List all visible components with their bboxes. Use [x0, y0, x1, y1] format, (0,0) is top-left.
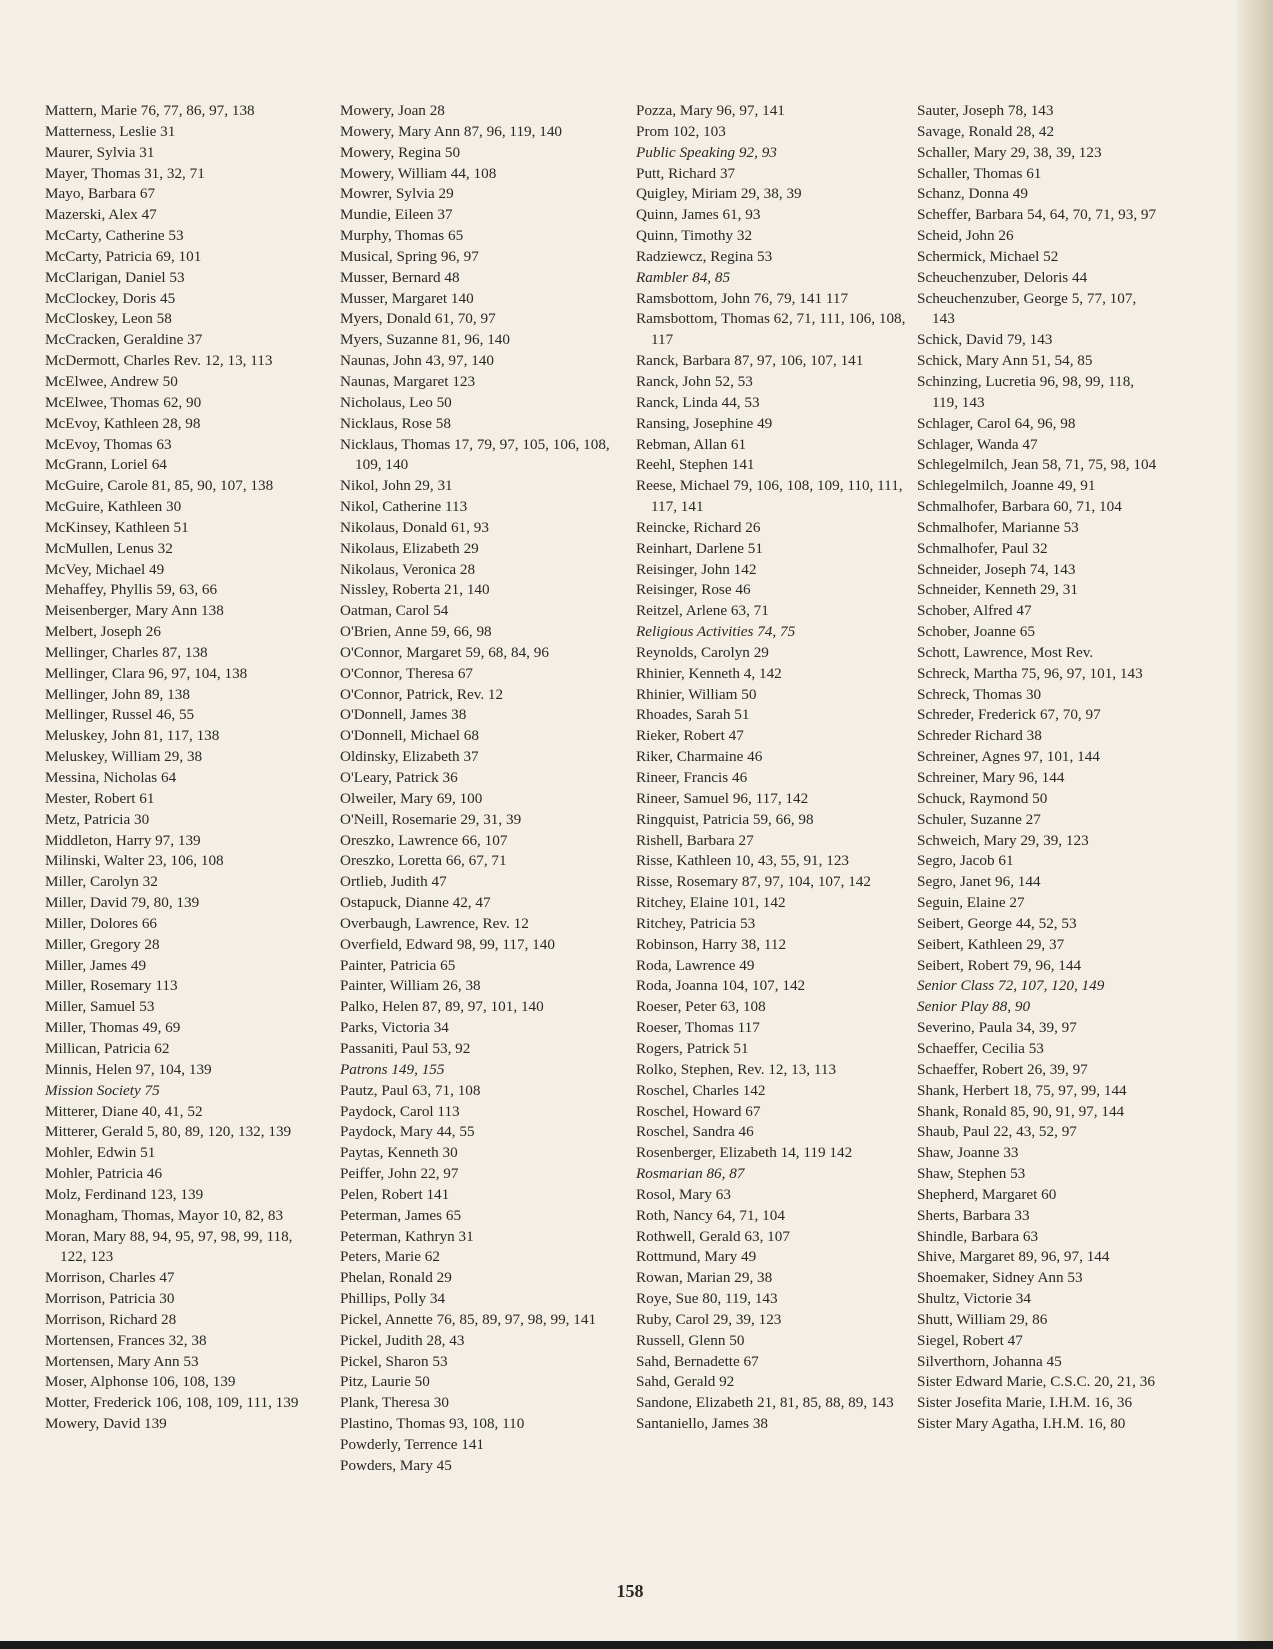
- index-entry: Sister Edward Marie, C.S.C. 20, 21, 36: [917, 1373, 1155, 1391]
- index-column-1: [45, 101, 315, 1435]
- index-entry: Riker, Charmaine 46: [636, 748, 763, 766]
- index-entry: O'Neill, Rosemarie 29, 31, 39: [340, 810, 522, 828]
- index-entry: Myers, Suzanne 81, 96, 140: [340, 331, 510, 349]
- index-entry: Ritchey, Elaine 101, 142: [636, 894, 786, 912]
- index-entry: Sister Josefita Marie, I.H.M. 16, 36: [917, 1394, 1133, 1412]
- index-entry: Mazerski, Alex 47: [45, 206, 157, 224]
- index-entry: Roeser, Peter 63, 108: [636, 998, 766, 1016]
- index-entry: Schmalhofer, Marianne 53: [917, 518, 1079, 536]
- index-entry: Rhinier, Kenneth 4, 142: [636, 664, 782, 682]
- index-entry: Segro, Jacob 61: [917, 852, 1014, 870]
- index-entry: Senior Play 88, 90: [917, 998, 1031, 1016]
- index-entry: Schlegelmilch, Jean 58, 71, 75, 98, 104: [917, 456, 1157, 474]
- index-entry: Mayer, Thomas 31, 32, 71: [45, 164, 205, 182]
- index-entry: Schreck, Martha 75, 96, 97, 101, 143: [917, 664, 1143, 682]
- index-entry: O'Connor, Margaret 59, 68, 84, 96: [340, 643, 549, 661]
- index-entry: McGrann, Loriel 64: [45, 456, 167, 474]
- index-entry: Overfield, Edward 98, 99, 117, 140: [340, 935, 555, 953]
- index-entry: Mowery, Regina 50: [340, 143, 461, 161]
- index-entry: O'Connor, Theresa 67: [340, 664, 474, 682]
- index-entry: Phillips, Polly 34: [340, 1290, 446, 1308]
- index-entry: Schuck, Raymond 50: [917, 789, 1048, 807]
- index-entry: Reese, Michael 79, 106, 108, 109, 110, 111, 117, 141: [636, 477, 903, 516]
- index-entry: Roth, Nancy 64, 71, 104: [636, 1206, 785, 1224]
- index-entry: Mowery, David 139: [45, 1415, 167, 1433]
- index-entry: Mohler, Patricia 46: [45, 1165, 163, 1183]
- index-entry: Motter, Frederick 106, 108, 109, 111, 139: [45, 1394, 299, 1412]
- index-entry: Nikolaus, Elizabeth 29: [340, 539, 479, 557]
- index-entry: Ostapuck, Dianne 42, 47: [340, 894, 491, 912]
- index-entry: Paytas, Kenneth 30: [340, 1144, 458, 1162]
- index-entry: Ransing, Josephine 49: [636, 414, 773, 432]
- index-entry: Pickel, Judith 28, 43: [340, 1331, 465, 1349]
- index-entry: Pautz, Paul 63, 71, 108: [340, 1081, 481, 1099]
- index-entry: Millican, Patricia 62: [45, 1039, 170, 1057]
- index-entry: Reinhart, Darlene 51: [636, 539, 763, 557]
- index-entry: Shaub, Paul 22, 43, 52, 97: [917, 1123, 1077, 1141]
- index-entry: Miller, Thomas 49, 69: [45, 1019, 181, 1037]
- index-entry: Schott, Lawrence, Most Rev.: [917, 643, 1094, 661]
- index-entry: Shive, Margaret 89, 96, 97, 144: [917, 1248, 1110, 1266]
- index-entry: Nicklaus, Rose 58: [340, 414, 451, 432]
- index-entry: Savage, Ronald 28, 42: [917, 122, 1055, 140]
- index-entry: Sahd, Bernadette 67: [636, 1352, 759, 1370]
- index-entry: Scheid, John 26: [917, 227, 1014, 245]
- index-entry: Peterman, Kathryn 31: [340, 1227, 474, 1245]
- index-entry: Meluskey, William 29, 38: [45, 748, 203, 766]
- index-entry: Schlager, Carol 64, 96, 98: [917, 414, 1076, 432]
- index-entry: Mission Society 75: [45, 1081, 160, 1099]
- index-entry: Middleton, Harry 97, 139: [45, 831, 201, 849]
- index-entry: Miller, Rosemary 113: [45, 977, 178, 995]
- index-entry: Shank, Ronald 85, 90, 91, 97, 144: [917, 1102, 1125, 1120]
- index-entry: Mortensen, Frances 32, 38: [45, 1331, 207, 1349]
- index-entry: McEvoy, Kathleen 28, 98: [45, 414, 201, 432]
- index-entry: Schreiner, Mary 96, 144: [917, 769, 1065, 786]
- index-entry: Severino, Paula 34, 39, 97: [917, 1019, 1077, 1037]
- index-entry: Roda, Lawrence 49: [636, 956, 755, 974]
- index-entry: McCarty, Catherine 53: [45, 227, 184, 245]
- index-entry: Rolko, Stephen, Rev. 12, 13, 113: [636, 1060, 837, 1078]
- index-entry: McClarigan, Daniel 53: [45, 268, 185, 286]
- index-entry: Maurer, Sylvia 31: [45, 143, 155, 161]
- index-entry: Moran, Mary 88, 94, 95, 97, 98, 99, 118, 122, 123: [45, 1227, 293, 1266]
- index-entry: Palko, Helen 87, 89, 97, 101, 140: [340, 998, 544, 1016]
- index-entry: Sahd, Gerald 92: [636, 1373, 735, 1391]
- index-entry: Pitz, Laurie 50: [340, 1373, 430, 1391]
- index-entry: Schick, Mary Ann 51, 54, 85: [917, 352, 1093, 370]
- index-entry: O'Brien, Anne 59, 66, 98: [340, 623, 492, 641]
- index-entry: Ranck, Barbara 87, 97, 106, 107, 141: [636, 352, 864, 370]
- index-entry: Senior Class 72, 107, 120, 149: [917, 977, 1105, 995]
- index-entry: Sister Mary Agatha, I.H.M. 16, 80: [917, 1415, 1126, 1433]
- index-entry: Rishell, Barbara 27: [636, 831, 754, 849]
- index-entry: Murphy, Thomas 65: [340, 227, 464, 245]
- index-entry: Sandone, Elizabeth 21, 81, 85, 88, 89, 143: [636, 1394, 894, 1412]
- index-entry: Seibert, Kathleen 29, 37: [917, 935, 1065, 953]
- index-entry: Schreiner, Agnes 97, 101, 144: [917, 748, 1100, 766]
- index-entry: Shindle, Barbara 63: [917, 1227, 1039, 1245]
- index-entry: Silverthorn, Johanna 45: [917, 1352, 1062, 1370]
- index-entry: Mellinger, John 89, 138: [45, 685, 190, 703]
- index-entry: Miller, James 49: [45, 956, 147, 974]
- index-entry: McDermott, Charles Rev. 12, 13, 113: [45, 352, 273, 370]
- index-entry: Rosenberger, Elizabeth 14, 119 142: [636, 1144, 853, 1162]
- index-column-3: [636, 101, 916, 1435]
- index-entry: Reynolds, Carolyn 29: [636, 643, 769, 661]
- index-entry: Powderly, Terrence 141: [340, 1436, 485, 1453]
- index-entry: Ramsbottom, John 76, 79, 141 117: [636, 289, 849, 307]
- index-entry: Reisinger, Rose 46: [636, 581, 751, 599]
- index-entry: Santaniello, James 38: [636, 1415, 769, 1433]
- index-entry: Ritchey, Patricia 53: [636, 914, 756, 932]
- index-entry: Rosmarian 86, 87: [636, 1165, 745, 1183]
- index-entry: Ranck, John 52, 53: [636, 372, 753, 390]
- index-entry: Rebman, Allan 61: [636, 435, 747, 453]
- index-entry: Nissley, Roberta 21, 140: [340, 581, 490, 599]
- index-entry: Morrison, Charles 47: [45, 1269, 175, 1287]
- index-entry: Nikolaus, Veronica 28: [340, 560, 476, 578]
- index-entry: McKinsey, Kathleen 51: [45, 518, 189, 536]
- index-entry: Schermick, Michael 52: [917, 247, 1059, 265]
- index-entry: Rowan, Marian 29, 38: [636, 1269, 773, 1287]
- index-entry: Oldinsky, Elizabeth 37: [340, 748, 479, 766]
- index-entry: Mayo, Barbara 67: [45, 185, 156, 203]
- index-entry: Painter, William 26, 38: [340, 977, 481, 995]
- index-entry: Pelen, Robert 141: [340, 1185, 450, 1203]
- index-entry: Nicklaus, Thomas 17, 79, 97, 105, 106, 108, 109, 140: [340, 435, 610, 474]
- index-entry: Mellinger, Russel 46, 55: [45, 706, 195, 724]
- index-entry: Musser, Bernard 48: [340, 268, 460, 286]
- index-entry: Mowery, Mary Ann 87, 96, 119, 140: [340, 122, 563, 140]
- index-entry: Ruby, Carol 29, 39, 123: [636, 1310, 782, 1328]
- index-entry: Schaller, Thomas 61: [917, 164, 1042, 182]
- index-entry: O'Leary, Patrick 36: [340, 769, 458, 786]
- index-entry: Scheffer, Barbara 54, 64, 70, 71, 93, 97: [917, 206, 1157, 224]
- index-entry: Shoemaker, Sidney Ann 53: [917, 1269, 1083, 1287]
- index-entry: Shultz, Victorie 34: [917, 1290, 1031, 1308]
- index-entry: Rogers, Patrick 51: [636, 1039, 749, 1057]
- index-entry: Rieker, Robert 47: [636, 727, 744, 745]
- index-entry: McElwee, Andrew 50: [45, 372, 178, 390]
- index-entry: Myers, Donald 61, 70, 97: [340, 310, 496, 328]
- index-entry: Mortensen, Mary Ann 53: [45, 1352, 199, 1370]
- index-entry: Ortlieb, Judith 47: [340, 873, 447, 891]
- index-entry: Miller, Dolores 66: [45, 914, 158, 932]
- index-entry: Schick, David 79, 143: [917, 331, 1053, 349]
- index-entry: Schneider, Joseph 74, 143: [917, 560, 1076, 578]
- index-entry: Ringquist, Patricia 59, 66, 98: [636, 810, 814, 828]
- index-entry: Rhoades, Sarah 51: [636, 706, 750, 724]
- index-entry: Rambler 84, 85: [636, 268, 731, 286]
- index-entry: Schober, Joanne 65: [917, 623, 1035, 641]
- index-entry: Phelan, Ronald 29: [340, 1269, 452, 1287]
- index-entry: Shepherd, Margaret 60: [917, 1185, 1057, 1203]
- index-entry: Nikol, Catherine 113: [340, 498, 468, 516]
- index-entry: Mitterer, Gerald 5, 80, 89, 120, 132, 139: [45, 1123, 292, 1141]
- index-entry: Schreder Richard 38: [917, 727, 1042, 745]
- index-entry: Rosol, Mary 63: [636, 1185, 731, 1203]
- index-entry: Moser, Alphonse 106, 108, 139: [45, 1373, 236, 1391]
- index-entry: Schneider, Kenneth 29, 31: [917, 581, 1078, 599]
- index-entry: Quinn, James 61, 93: [636, 206, 761, 224]
- index-entry: Peters, Marie 62: [340, 1248, 440, 1266]
- index-entry: Putt, Richard 37: [636, 164, 736, 182]
- index-entry: Pickel, Annette 76, 85, 89, 97, 98, 99, 141: [340, 1310, 597, 1328]
- index-entry: Seibert, George 44, 52, 53: [917, 914, 1077, 932]
- index-entry: Monagham, Thomas, Mayor 10, 82, 83: [45, 1206, 284, 1224]
- index-entry: McGuire, Kathleen 30: [45, 498, 182, 516]
- index-entry: Risse, Kathleen 10, 43, 55, 91, 123: [636, 852, 850, 870]
- index-entry: Schmalhofer, Paul 32: [917, 539, 1048, 557]
- index-entry: Pickel, Sharon 53: [340, 1352, 448, 1370]
- index-entry: Minnis, Helen 97, 104, 139: [45, 1060, 212, 1078]
- index-entry: Schinzing, Lucretia 96, 98, 99, 118, 119, 143: [917, 372, 1135, 411]
- index-entry: Meisenberger, Mary Ann 138: [45, 602, 224, 620]
- index-entry: Powders, Mary 45: [340, 1456, 452, 1474]
- index-entry: Naunas, Margaret 123: [340, 372, 476, 390]
- index-entry: Shaw, Stephen 53: [917, 1165, 1026, 1183]
- index-entry: Patrons 149, 155: [340, 1060, 445, 1078]
- index-entry: Schlegelmilch, Joanne 49, 91: [917, 477, 1096, 495]
- index-entry: Overbaugh, Lawrence, Rev. 12: [340, 914, 529, 932]
- index-entry: Mundie, Eileen 37: [340, 206, 453, 224]
- index-entry: Scheuchenzuber, George 5, 77, 107, 143: [917, 289, 1137, 328]
- index-entry: Public Speaking 92, 93: [636, 143, 777, 161]
- index-entry: Peterman, James 65: [340, 1206, 462, 1224]
- index-entry: Plank, Theresa 30: [340, 1394, 449, 1412]
- index-entry: Paydock, Mary 44, 55: [340, 1123, 475, 1141]
- index-entry: Roschel, Charles 142: [636, 1081, 766, 1099]
- index-entry: McMullen, Lenus 32: [45, 539, 173, 557]
- index-entry: Mellinger, Charles 87, 138: [45, 643, 208, 661]
- index-entry: Oreszko, Lawrence 66, 107: [340, 831, 508, 849]
- index-entry: Pozza, Mary 96, 97, 141: [636, 102, 785, 119]
- index-entry: Painter, Patricia 65: [340, 956, 456, 974]
- index-entry: McElwee, Thomas 62, 90: [45, 393, 202, 411]
- index-entry: Rineer, Samuel 96, 117, 142: [636, 789, 809, 807]
- index-entry: Reincke, Richard 26: [636, 518, 761, 536]
- index-entry: Schuler, Suzanne 27: [917, 810, 1041, 828]
- index-entry: McEvoy, Thomas 63: [45, 435, 172, 453]
- index-entry: Ramsbottom, Thomas 62, 71, 111, 106, 108, 117: [636, 310, 906, 349]
- index-entry: Religious Activities 74, 75: [636, 623, 796, 641]
- index-entry: Mester, Robert 61: [45, 789, 155, 807]
- page-number: 158: [616, 1581, 644, 1601]
- index-entry: Morrison, Patricia 30: [45, 1290, 175, 1308]
- index-entry: Parks, Victoria 34: [340, 1019, 449, 1037]
- index-entry: O'Donnell, James 38: [340, 706, 467, 724]
- index-entry: Mohler, Edwin 51: [45, 1144, 156, 1162]
- index-entry: Mowery, William 44, 108: [340, 164, 497, 182]
- index-entry: Mattern, Marie 76, 77, 86, 97, 138: [45, 102, 255, 119]
- index-entry: Seibert, Robert 79, 96, 144: [917, 956, 1082, 974]
- index-entry: Naunas, John 43, 97, 140: [340, 352, 494, 370]
- index-entry: Passaniti, Paul 53, 92: [340, 1039, 471, 1057]
- index-entry: McCloskey, Leon 58: [45, 310, 172, 328]
- index-entry: Nicholaus, Leo 50: [340, 393, 452, 411]
- index-entry: Musical, Spring 96, 97: [340, 247, 479, 265]
- index-entry: Metz, Patricia 30: [45, 810, 150, 828]
- index-entry: Rineer, Francis 46: [636, 769, 748, 786]
- index-entry: Mehaffey, Phyllis 59, 63, 66: [45, 581, 218, 599]
- index-entry: Schaeffer, Robert 26, 39, 97: [917, 1060, 1088, 1078]
- index-entry: Prom 102, 103: [636, 122, 726, 140]
- index-entry: Mellinger, Clara 96, 97, 104, 138: [45, 664, 248, 682]
- index-entry: Paydock, Carol 113: [340, 1102, 460, 1120]
- scan-bottom-edge: [0, 1641, 1273, 1649]
- index-entry: Matterness, Leslie 31: [45, 122, 176, 140]
- index-entry: Roschel, Howard 67: [636, 1102, 761, 1120]
- index-entry: McCarty, Patricia 69, 101: [45, 247, 202, 265]
- index-entry: Oatman, Carol 54: [340, 602, 449, 620]
- index-entry: Roda, Joanna 104, 107, 142: [636, 977, 806, 995]
- index-entry: Rhinier, William 50: [636, 685, 757, 703]
- index-entry: Segro, Janet 96, 144: [917, 873, 1041, 891]
- index-entry: Schober, Alfred 47: [917, 602, 1032, 620]
- index-entry: Roschel, Sandra 46: [636, 1123, 754, 1141]
- index-entry: Meluskey, John 81, 117, 138: [45, 727, 220, 745]
- index-entry: Robinson, Harry 38, 112: [636, 935, 787, 953]
- index-entry: Miller, Samuel 53: [45, 998, 155, 1016]
- index-entry: Sauter, Joseph 78, 143: [917, 102, 1054, 119]
- index-entry: O'Donnell, Michael 68: [340, 727, 479, 745]
- index-entry: Shank, Herbert 18, 75, 97, 99, 144: [917, 1081, 1127, 1099]
- index-entry: Molz, Ferdinand 123, 139: [45, 1185, 204, 1203]
- index-entry: Miller, David 79, 80, 139: [45, 894, 200, 912]
- index-entry: Shutt, William 29, 86: [917, 1310, 1048, 1328]
- index-entry: Nikol, John 29, 31: [340, 477, 453, 495]
- index-entry: Milinski, Walter 23, 106, 108: [45, 852, 224, 870]
- index-entry: Quigley, Miriam 29, 38, 39: [636, 185, 802, 203]
- index-entry: Quinn, Timothy 32: [636, 227, 753, 245]
- index-entry: Reisinger, John 142: [636, 560, 757, 578]
- index-entry: Musser, Margaret 140: [340, 289, 474, 307]
- index-entry: Oreszko, Loretta 66, 67, 71: [340, 852, 507, 870]
- index-entry: Schlager, Wanda 47: [917, 435, 1038, 453]
- index-entry: Siegel, Robert 47: [917, 1331, 1023, 1349]
- index-entry: Schanz, Donna 49: [917, 185, 1028, 203]
- index-entry: Schreder, Frederick 67, 70, 97: [917, 706, 1101, 724]
- index-entry: Risse, Rosemary 87, 97, 104, 107, 142: [636, 873, 871, 891]
- index-entry: Shaw, Joanne 33: [917, 1144, 1019, 1162]
- page-edge-shadow: [1237, 0, 1273, 1649]
- index-entry: McCracken, Geraldine 37: [45, 331, 203, 349]
- index-entry: Roye, Sue 80, 119, 143: [636, 1290, 778, 1308]
- index-entry: Melbert, Joseph 26: [45, 623, 161, 641]
- index-entry: Russell, Glenn 50: [636, 1331, 745, 1349]
- index-entry: Schaller, Mary 29, 38, 39, 123: [917, 143, 1102, 161]
- index-entry: Mitterer, Diane 40, 41, 52: [45, 1102, 203, 1120]
- index-entry: Peiffer, John 22, 97: [340, 1165, 459, 1183]
- index-entry: McVey, Michael 49: [45, 560, 165, 578]
- index-column-2: [340, 101, 620, 1477]
- index-entry: Schreck, Thomas 30: [917, 685, 1042, 703]
- index-entry: Mowrer, Sylvia 29: [340, 185, 454, 203]
- index-entry: Rothwell, Gerald 63, 107: [636, 1227, 790, 1245]
- index-entry: Rottmund, Mary 49: [636, 1248, 757, 1266]
- index-entry: Olweiler, Mary 69, 100: [340, 789, 483, 807]
- index-entry: Radziewcz, Regina 53: [636, 247, 773, 265]
- index-entry: Scheuchenzuber, Deloris 44: [917, 268, 1088, 286]
- index-entry: O'Connor, Patrick, Rev. 12: [340, 685, 504, 703]
- index-entry: Nikolaus, Donald 61, 93: [340, 518, 489, 536]
- index-entry: Reitzel, Arlene 63, 71: [636, 602, 769, 620]
- index-entry: McClockey, Doris 45: [45, 289, 176, 307]
- index-entry: Sherts, Barbara 33: [917, 1206, 1030, 1224]
- index-entry: Mowery, Joan 28: [340, 102, 445, 119]
- index-entry: Schmalhofer, Barbara 60, 71, 104: [917, 498, 1122, 516]
- index-entry: Miller, Carolyn 32: [45, 873, 158, 891]
- index-column-4: [917, 101, 1162, 1435]
- index-entry: Schweich, Mary 29, 39, 123: [917, 831, 1089, 849]
- index-entry: Reehl, Stephen 141: [636, 456, 755, 474]
- index-entry: Miller, Gregory 28: [45, 935, 160, 953]
- index-entry: Schaeffer, Cecilia 53: [917, 1039, 1044, 1057]
- index-entry: Plastino, Thomas 93, 108, 110: [340, 1415, 525, 1433]
- index-entry: Morrison, Richard 28: [45, 1310, 177, 1328]
- index-entry: Messina, Nicholas 64: [45, 769, 177, 786]
- index-entry: Seguin, Elaine 27: [917, 894, 1025, 912]
- index-entry: Ranck, Linda 44, 53: [636, 393, 760, 411]
- index-entry: Roeser, Thomas 117: [636, 1019, 760, 1037]
- index-entry: McGuire, Carole 81, 85, 90, 107, 138: [45, 477, 274, 495]
